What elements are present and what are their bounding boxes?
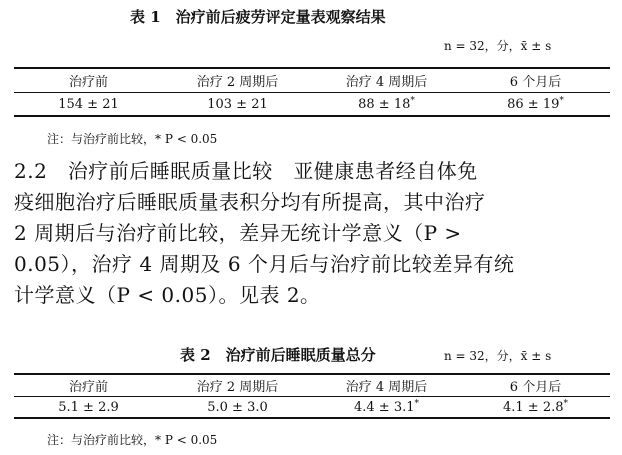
table2-cell: [312, 396, 461, 418]
table2-value: 5.1 ± 2.9: [58, 399, 119, 415]
table1-cell: [163, 92, 312, 116]
table2-header-row: [14, 374, 610, 396]
table1-header-cell: 治疗 4 周期后: [345, 74, 428, 90]
table2-header-cell: 6 个月后: [509, 379, 562, 395]
paragraph-text: 亚健康患者经自体免: [293, 159, 478, 183]
paragraph-line: 2 周期后与治疗前比较，差异无统计学意义（P >: [14, 221, 462, 245]
table2-header-cell: 治疗前: [68, 379, 108, 395]
table2-stats: n = 32，分，x̄ ± s: [444, 349, 552, 363]
table2-header-cell: 治疗 4 周期后: [345, 379, 428, 395]
table1-cell: [312, 92, 461, 116]
table1-stats: n = 32，分，x̄ ± s: [444, 39, 552, 53]
table1-value: 86 ± 19: [507, 96, 560, 112]
table1-header-row: [14, 68, 610, 92]
table1-cell: [461, 92, 610, 116]
table1-cell: [14, 92, 163, 116]
table2-cell: [163, 396, 312, 418]
table1-caption: 表 1 治疗前后疲劳评定量表观察结果: [130, 8, 386, 26]
section-heading: 2.2 治疗前后睡眠质量比较: [14, 159, 294, 183]
table2: [14, 373, 610, 419]
table2-mark: *: [414, 398, 419, 409]
table2-value: 4.4 ± 3.1: [353, 399, 415, 415]
table2-header-cell: 治疗 2 周期后: [196, 379, 279, 395]
table1-mark: *: [410, 95, 415, 106]
table2-cell: [14, 396, 163, 418]
table1-mark: *: [559, 95, 564, 106]
paragraph-line: 计学意义（P < 0.05）。见表 2。: [14, 283, 321, 307]
table1-row: [14, 92, 610, 116]
table2-cell: [461, 396, 610, 418]
section-paragraph: [14, 156, 610, 311]
table2-caption: 表 2 治疗前后睡眠质量总分: [180, 346, 376, 364]
table2-value: 4.1 ± 2.8: [502, 399, 564, 415]
table1-note: 注：与治疗前比较，* P < 0.05: [47, 132, 218, 146]
paragraph-line: 0.05），治疗 4 周期及 6 个月后与治疗前比较差异有统: [14, 252, 515, 276]
table1-value: 88 ± 18: [358, 96, 411, 112]
paragraph-line: [14, 156, 610, 187]
table2-value: 5.0 ± 3.0: [207, 399, 268, 415]
table1-value: 103 ± 21: [207, 96, 268, 112]
table1: [14, 67, 610, 117]
table2-mark: *: [563, 398, 568, 409]
table1-value: 154 ± 21: [58, 96, 119, 112]
table1-header-cell: 治疗前: [68, 74, 108, 90]
table1-header-cell: 治疗 2 周期后: [196, 74, 279, 90]
paragraph-line: 疫细胞治疗后睡眠质量表积分均有所提高，其中治疗: [14, 190, 486, 214]
table2-row: [14, 396, 610, 418]
table1-header-cell: 6 个月后: [509, 74, 562, 90]
table2-note: 注：与治疗前比较，* P < 0.05: [47, 433, 218, 447]
